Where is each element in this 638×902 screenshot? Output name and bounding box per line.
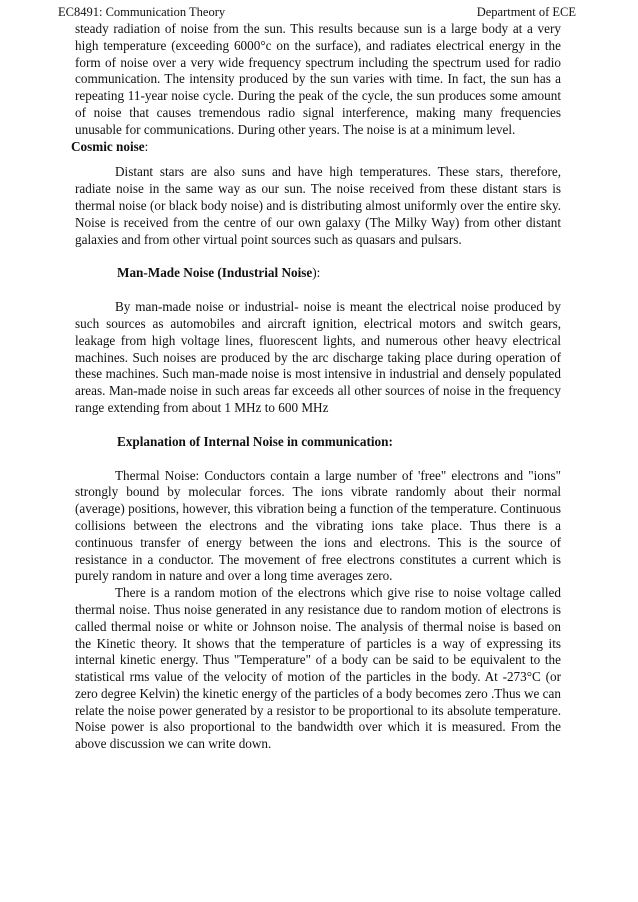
page-content <box>71 21 561 753</box>
man-made-noise-heading-text: Man-Made Noise (Industrial Noise <box>117 265 313 281</box>
thermal-noise-paragraph-2: There is a random motion of the electrons which give rise to noise voltage called thermal noise. Thus noise generated in any resistance due to random motion of electrons is called thermal noise or white or Johnson noise. The analysis of thermal noise is based on the Kinetic theory. It shows that the temperature of particles is a way of expressing its internal kinetic energy. Thus "Temperature" of a body can be said to be equivalent to the statistical rms value of the velocity of motion of the particles in the body. At -273°C (or zero degree Kelvin) the kinetic energy of the particles of a body becomes zero .Thus we can relate the noise power generated by a resistor to be proportional to its absolute temperature. Noise power is also proportional to the bandwidth over which it is measured. From the above discussion we can write down. <box>75 585 561 752</box>
page-header <box>58 4 576 20</box>
cosmic-noise-paragraph: Distant stars are also suns and have high temperatures. These stars, therefore, radiate noise in the same way as our sun. The noise received from these distant stars is thermal noise (or black body noise) and is distributing almost uniformly over the entire sky. Noise is received from the centre of our own galaxy (The Milky Way) from other distant galaxies and from other virtual point sources such as quasars and pulsars. <box>75 164 561 247</box>
man-made-noise-heading: Man-Made Noise (Industrial Noise): <box>117 265 321 281</box>
internal-noise-heading: Explanation of Internal Noise in communication: <box>117 433 393 449</box>
header-department: Department of ECE <box>476 5 576 19</box>
cosmic-noise-heading: Cosmic noise: <box>71 138 149 154</box>
header-course: EC8491: Communication Theory <box>58 5 226 19</box>
man-made-noise-paragraph: By man-made noise or industrial- noise is meant the electrical noise produced by such sources as automobiles and aircraft ignition, electrical motors and switch gears, leakage from high voltage lines, fluorescent lights, and numerous other heavy electrical machines. Such noises are produced by the arc discharge taking place during operation of these machines. Such man-made noise is most intensive in industrial and densely populated areas. Man-made noise in such areas far exceeds all other sources of noise in the frequency range extending from about 1 MHz to 600 MHz <box>75 299 561 415</box>
solar-noise-paragraph: steady radiation of noise from the sun. This results because sun is a large body at a very high temperature (exceeding 6000°c on the surface), and radiates electrical energy in the form of noise over a very wide frequency spectrum including the spectrum used for radio communication. The intensity produced by the sun varies with time. In fact, the sun has a repeating 11-year noise cycle. During the peak of the cycle, the sun produces some amount of noise that causes tremendous radio signal interference, making many frequencies unusable for communications. During other years. The noise is at a minimum level. <box>75 21 561 137</box>
cosmic-noise-heading-text: Cosmic noise <box>71 138 145 154</box>
thermal-noise-paragraph: Thermal Noise: Conductors contain a large number of 'free" electrons and "ions" strongly bound by molecular forces. The ions vibrate randomly about their normal (average) positions, however, this vibration being a function of the temperature. Continuous collisions between the electrons and the vibrating ions take place. Thus there is a continuous transfer of energy between the ions and electrons. This is the source of resistance in a conductor. The movement of free electrons constitutes a current which is purely random in nature and over a long time averages zero. <box>75 467 561 584</box>
